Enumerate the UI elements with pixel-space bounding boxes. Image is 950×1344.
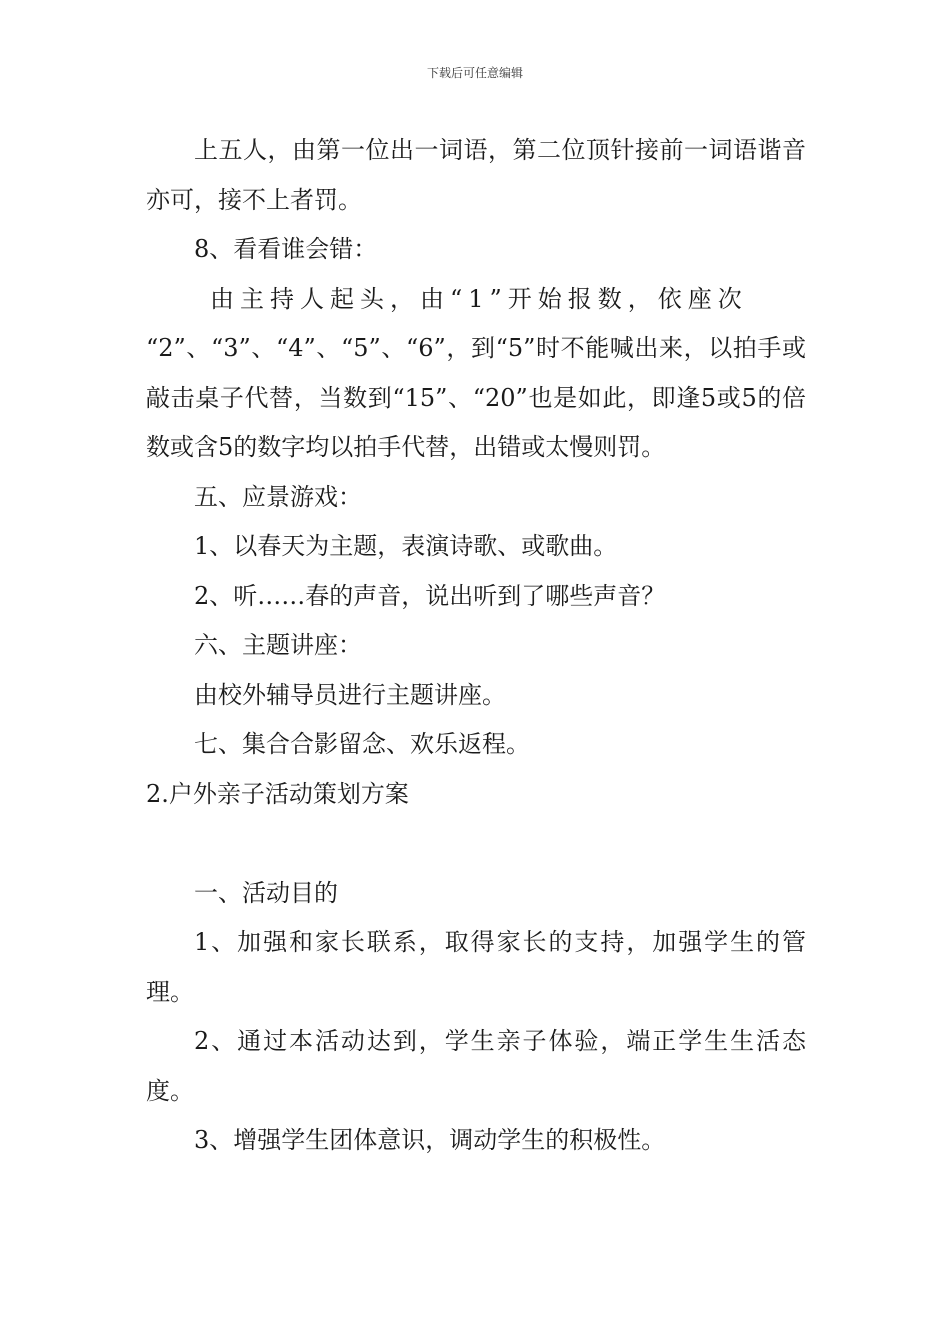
paragraph-game-8-rules: “2”、“3”、“4”、“5”、“6”，到“5”时不能喊出来，以拍手或敲击桌子代替，当数到“15”、“20”也是如此，即逢5或5的倍数或含5的数字均以拍手代替，出错或太慢则罚。: [146, 334, 806, 461]
paragraph-game-continued: 上五人，由第一位出一词语，第二位顶针接前一词语谐音亦可，接不上者罚。: [146, 136, 806, 214]
heading-section-5: 五、应景游戏：: [194, 482, 362, 511]
list-item-5-2: 2、听……春的声音，说出听到了哪些声音？: [194, 581, 666, 610]
heading-purpose: 一、活动目的: [194, 878, 338, 907]
heading-section-6: 六、主题讲座：: [194, 631, 362, 659]
heading-section-7: 七、集合合影留念、欢乐返程。: [194, 730, 530, 758]
document-title-2: 2.户外亲子活动策划方案: [146, 779, 409, 808]
document-body: [146, 126, 806, 1166]
paragraph-section-6: 由校外辅导员进行主题讲座。: [194, 680, 506, 709]
list-item-purpose-2: 2、通过本活动达到，学生亲子体验，端正学生生活态度。: [146, 1027, 806, 1105]
blank-line: [146, 819, 806, 869]
list-item-purpose-1: 1、加强和家长联系，取得家长的支持，加强学生的管理。: [146, 928, 806, 1006]
list-item-purpose-3: 3、增强学生团体意识，调动学生的积极性。: [194, 1126, 666, 1154]
list-item-5-1: 1、以春天为主题，表演诗歌、或歌曲。: [194, 532, 618, 560]
paragraph-game-8-line1: 由主持人起头，由“1”开始报数，依座次: [210, 284, 748, 313]
page-header: 下载后可任意编辑: [426, 66, 523, 80]
heading-game-8: 8、看看谁会错：: [194, 235, 378, 263]
